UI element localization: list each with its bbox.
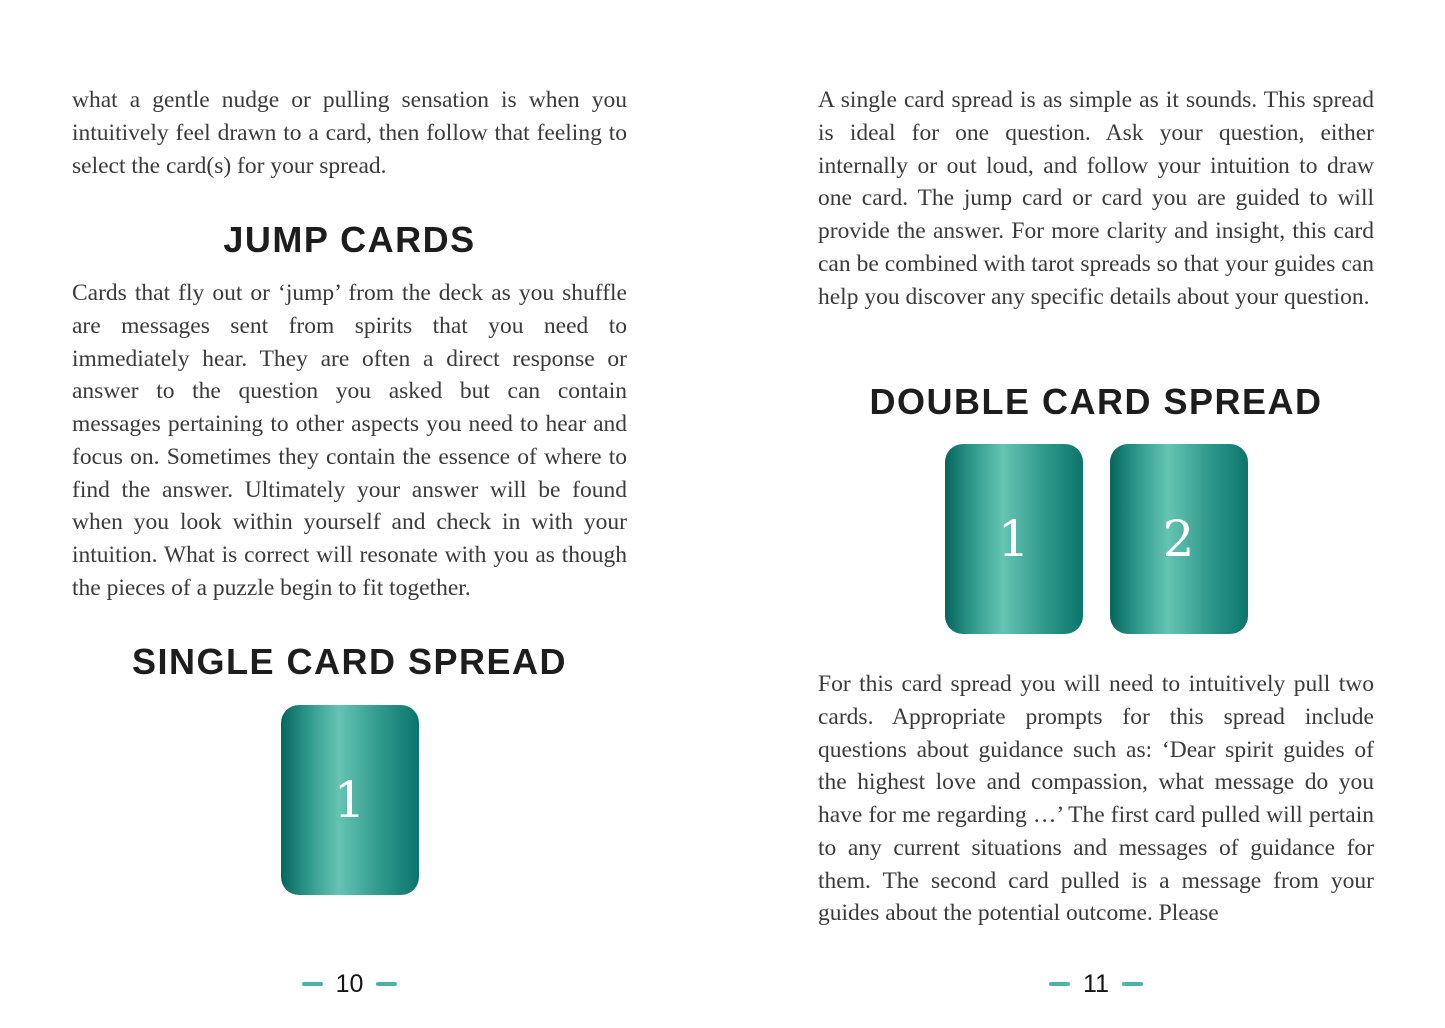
card-number-label: 1 xyxy=(997,510,1030,568)
single-card-spread-heading: SINGLE CARD SPREAD xyxy=(131,641,568,682)
page-right xyxy=(818,0,1374,1028)
footer-dash-icon xyxy=(1122,982,1143,986)
page-left xyxy=(72,0,627,1028)
single-card-spread-paragraph: A single card spread is as simple as it sounds. This spread is ideal for one question. Ask your question, either internally or out loud, and follow your intuition to draw one card. The jump card or card you are guided to will provide the answer. For more clarity and insight, this card can be combined with tarot spreads so that your guides can help you discover any specific details about your question. xyxy=(818,87,1374,310)
tarot-card-back-2 xyxy=(1110,444,1248,634)
intro-paragraph: what a gentle nudge or pulling sensation is when you intuitively feel drawn to a card, then follow that feeling to select the card(s) for your spread. xyxy=(72,87,627,179)
page-footer-left xyxy=(72,971,627,997)
double-card-spread-paragraph: For this card spread you will need to intuitively pull two cards. Appropriate prompts for this spread include questions about guidance such as: ‘Dear spirit guides of the highest love and compassion, what message do you have for me regarding …’ The first card pulled will pertain to any current situations and messages of guidance for them. The second card pulled is a message from your guides about the potential outcome. Please xyxy=(818,671,1374,927)
jump-cards-paragraph: Cards that fly out or ‘jump’ from the deck as you shuffle are messages sent from spirits that you need to immediately hear. They are often a direct response or answer to the question you asked but can contain messages pertaining to other aspects you need to hear and focus on. Sometimes they contain the essence of where to find the answer. Ultimately your answer will be found when you look within yourself and check in with your intuition. What is correct will resonate with you as though the pieces of a puzzle begin to fit together. xyxy=(72,280,627,601)
footer-dash-icon xyxy=(302,982,323,986)
page-number: 11 xyxy=(1083,970,1109,998)
footer-dash-icon xyxy=(1049,982,1070,986)
double-card-spread-heading: DOUBLE CARD SPREAD xyxy=(869,381,1323,422)
tarot-card-back-1 xyxy=(945,444,1083,634)
jump-cards-heading: JUMP CARDS xyxy=(223,219,476,260)
card-number-label: 2 xyxy=(1162,510,1195,568)
card-number-label: 1 xyxy=(333,771,366,829)
tarot-card-back-1 xyxy=(281,705,419,895)
single-spread-cards-row xyxy=(72,705,627,895)
page-number: 10 xyxy=(335,970,364,998)
double-spread-cards-row xyxy=(818,444,1374,634)
page-footer-right xyxy=(818,971,1374,997)
footer-dash-icon xyxy=(376,982,397,986)
